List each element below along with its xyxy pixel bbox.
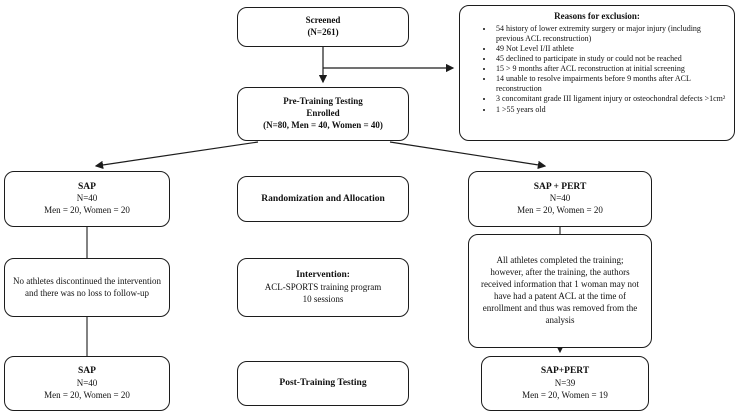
screened-box xyxy=(237,7,409,47)
intervention-line1: ACL-SPORTS training program xyxy=(264,281,382,292)
sappert-post-title: SAP+PERT xyxy=(540,366,590,377)
sappert-note-text: All athletes completed the training; however, after the training, the authors received information that 1 woman may not have had a patent ACL at the time of enrollment and thus was removed from the analysis xyxy=(481,255,639,325)
sap-post-split: Men = 20, Women = 20 xyxy=(44,389,130,400)
sappert-post-box xyxy=(481,356,649,411)
exclusion-item: • 45 declined to participate in study or could not be reached xyxy=(494,54,726,64)
posttraining-box xyxy=(237,361,409,406)
posttraining-title: Post-Training Testing xyxy=(279,378,367,389)
randomization-title: Randomization and Allocation xyxy=(261,193,385,204)
exclusion-item: • 54 history of lower extremity surgery or major injury (including previous ACL reconstruction) xyxy=(494,24,726,44)
exclusion-box xyxy=(459,5,735,141)
arrow-pretraining-to-sappert xyxy=(390,142,545,166)
pretraining-box xyxy=(237,87,409,141)
intervention-line2: 10 sessions xyxy=(302,293,344,304)
sap-allocation-title: SAP xyxy=(78,181,96,192)
sappert-allocation-split: Men = 20, Women = 20 xyxy=(517,205,603,216)
sap-note-text: No athletes discontinued the intervention and there was no loss to follow-up xyxy=(13,275,161,298)
screened-n: (N=261) xyxy=(307,27,339,37)
arrow-pretraining-to-sap xyxy=(96,142,258,166)
pretraining-title2: Enrolled xyxy=(306,108,340,119)
sap-post-box xyxy=(4,356,170,411)
sap-allocation-split: Men = 20, Women = 20 xyxy=(44,205,130,216)
exclusion-list xyxy=(468,24,726,115)
sappert-allocation-title: SAP + PERT xyxy=(533,181,587,192)
sappert-post-split: Men = 20, Women = 19 xyxy=(522,389,608,400)
exclusion-item: • 49 Not Level I/II athlete xyxy=(494,44,726,54)
randomization-box xyxy=(237,176,409,222)
sappert-allocation-n: N=40 xyxy=(549,193,571,204)
pretraining-n: (N=80, Men = 40, Women = 40) xyxy=(263,119,383,130)
exclusion-item: • 15 > 9 months after ACL reconstruction at initial screening xyxy=(494,64,726,74)
intervention-box xyxy=(237,258,409,317)
sap-post-n: N=40 xyxy=(76,377,98,388)
sappert-note-box xyxy=(468,234,652,348)
sappert-post-n: N=39 xyxy=(554,377,576,388)
sap-post-title: SAP xyxy=(78,366,96,377)
sap-allocation-box xyxy=(4,171,170,227)
intervention-title: Intervention: xyxy=(296,270,350,281)
sap-note-box xyxy=(4,258,170,317)
screened-title: Screened xyxy=(305,15,341,26)
exclusion-title: Reasons for exclusion: xyxy=(554,11,640,21)
exclusion-item: • 1 >55 years old xyxy=(494,105,726,115)
exclusion-item: • 14 unable to resolve impairments before 9 months after ACL reconstruction xyxy=(494,74,726,94)
sappert-allocation-box xyxy=(468,171,652,227)
sap-allocation-n: N=40 xyxy=(76,193,98,204)
pretraining-title1: Pre-Training Testing xyxy=(283,96,363,107)
exclusion-item: • 3 concomitant grade III ligament injury or osteochondral defects >1cm² xyxy=(494,94,726,104)
